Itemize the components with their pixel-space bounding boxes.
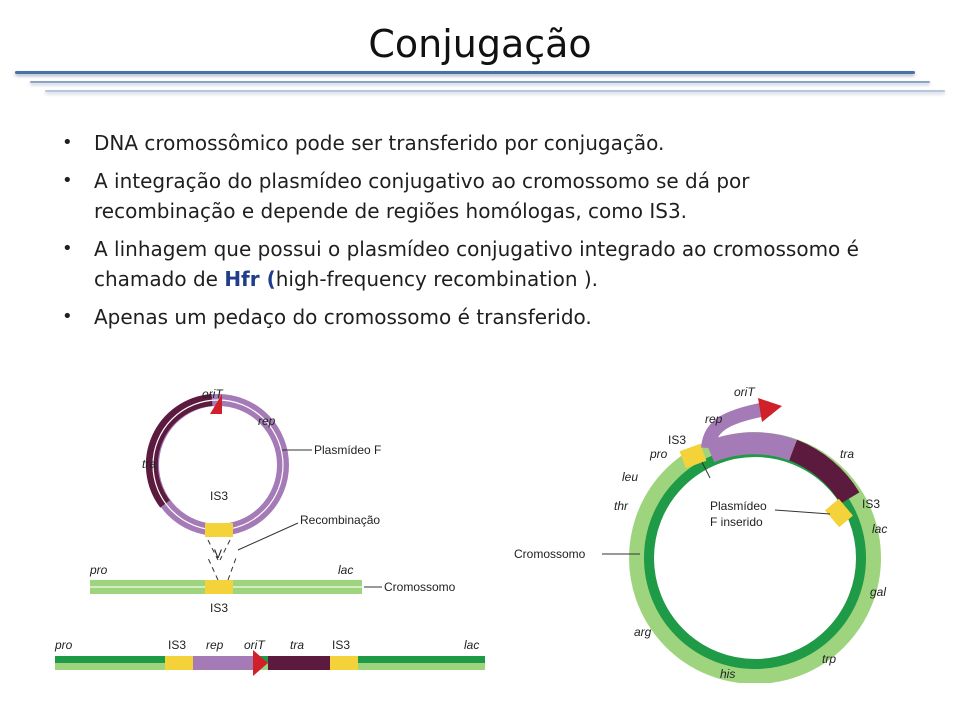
bullet-text-tail: high-frequency recombination ).	[275, 267, 599, 291]
bar-tra	[268, 656, 330, 670]
label-tra: tra	[142, 457, 157, 471]
r-label-his: his	[720, 667, 736, 681]
slide-title: Conjugação	[368, 22, 592, 66]
r-label-orit: oriT	[734, 385, 755, 399]
label-v: V	[214, 547, 223, 561]
bar-label-orit: oriT	[244, 638, 265, 652]
bullet-text: DNA cromossômico pode ser transferido por conjugação.	[94, 131, 665, 155]
r-label-chromosome: Cromossomo	[514, 547, 586, 561]
r-label-trp: trp	[822, 652, 837, 666]
right-orit-arrow-icon	[758, 398, 782, 422]
label-plasmid: Plasmídeo F	[314, 443, 382, 457]
bullet-dot-icon: •	[62, 306, 73, 327]
bar-label-is3b: IS3	[332, 638, 351, 652]
left-figure	[50, 380, 500, 680]
inserted-rep-arc	[710, 443, 793, 452]
bullet-item	[62, 166, 882, 226]
right-figure	[510, 378, 930, 683]
bullet-text: Apenas um pedaço do cromossomo é transferido.	[94, 305, 592, 329]
bullet-item	[62, 128, 882, 158]
bullet-item	[62, 302, 882, 332]
r-label-leu: leu	[622, 470, 639, 484]
bar-label-pro: pro	[55, 638, 73, 652]
label-recombination: Recombinação	[300, 513, 381, 527]
hfr-term: Hfr (	[224, 267, 276, 291]
bar-is3-b	[330, 656, 358, 670]
label-orit: oriT	[202, 387, 223, 401]
title-rule-3	[45, 90, 945, 92]
r-label-arg: arg	[634, 625, 652, 639]
r-label-tra: tra	[840, 447, 855, 461]
title-rule-1	[15, 71, 915, 74]
label-is3-top: IS3	[210, 489, 229, 503]
label-is3-bottom: IS3	[210, 601, 229, 615]
bullet-text: A integração do plasmídeo conjugativo ao cromossomo se dá por recombinação e depende de regiões homólogas, como IS3.	[94, 169, 750, 223]
bullet-item	[62, 234, 882, 294]
recombination-dash-lower-left	[208, 558, 218, 580]
is3-block-top	[205, 523, 233, 537]
r-label-lac: lac	[872, 522, 888, 536]
r-label-inserted-2: F inserido	[710, 515, 763, 529]
r-label-pro: pro	[650, 447, 668, 461]
label-chromosome: Cromossomo	[384, 580, 456, 594]
bar-label-tra: tra	[290, 638, 305, 652]
r-label-thr: thr	[614, 499, 629, 513]
inserted-leader-right	[775, 510, 830, 514]
title-rule-2	[30, 81, 930, 83]
label-rep: rep	[258, 414, 276, 428]
bullet-text: A linhagem que possui o plasmídeo conjugativo integrado ao cromossomo é chamado de	[94, 237, 859, 291]
bullet-dot-icon: •	[62, 132, 73, 153]
tra-segment	[152, 400, 212, 504]
bullet-dot-icon: •	[62, 238, 73, 259]
bullet-dot-icon: •	[62, 170, 73, 191]
is3-block-chromosome	[205, 580, 233, 594]
r-label-inserted-1: Plasmídeo	[710, 499, 767, 513]
r-label-gal: gal	[870, 585, 887, 599]
bar-orit-arrow-icon	[253, 650, 268, 676]
bar-rep	[193, 656, 255, 670]
label-pro: pro	[90, 563, 108, 577]
label-lac: lac	[338, 563, 354, 577]
r-label-is3-right: IS3	[862, 497, 881, 511]
recombination-dash-lower-right	[228, 558, 236, 580]
r-label-is3-left: IS3	[668, 433, 687, 447]
bullet-list	[62, 128, 882, 340]
bar-label-lac: lac	[464, 638, 480, 652]
bar-is3-a	[165, 656, 193, 670]
bar-label-rep: rep	[206, 638, 224, 652]
r-label-rep: rep	[705, 412, 723, 426]
bar-label-is3a: IS3	[168, 638, 187, 652]
